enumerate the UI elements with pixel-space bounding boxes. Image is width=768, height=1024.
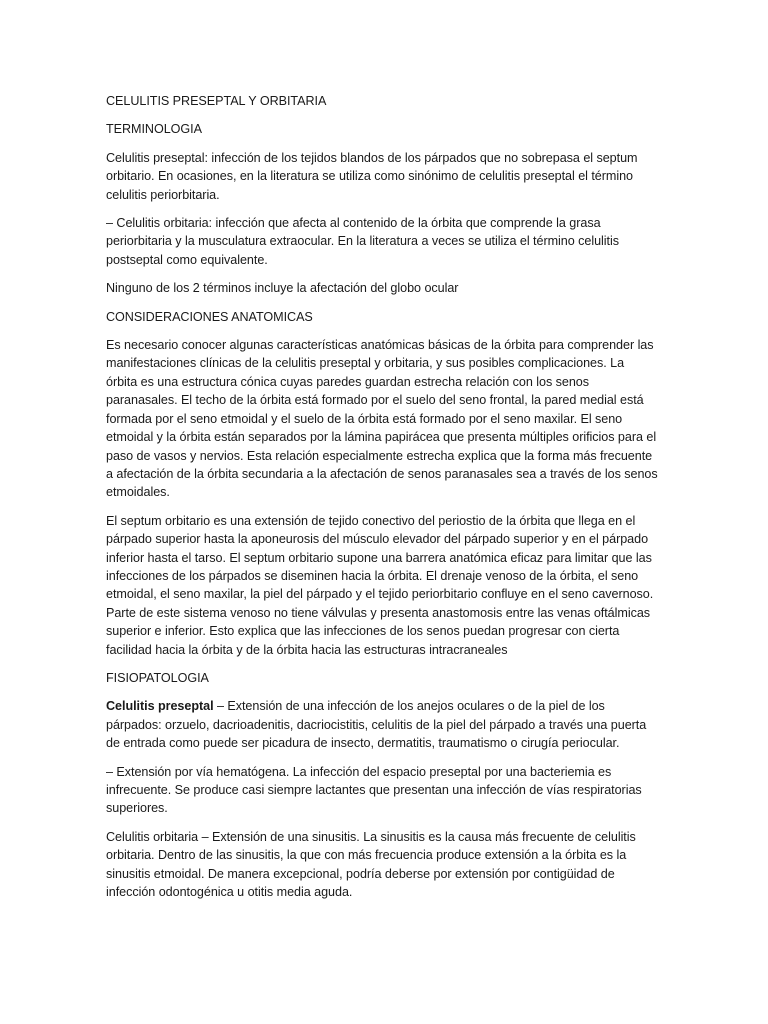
paragraph-fisio-orbitaria: Celulitis orbitaria – Extensión de una sinusitis. La sinusitis es la causa más frecuente de celulitis orbitaria. Dentro de las sinusitis, la que con más frecuencia produce extensión a la órbita es la sinusitis etmoidal. De manera excepcional, podría deberse por extensión por contigüidad de infección odontogénica u otitis media aguda. bbox=[106, 829, 636, 900]
paragraph-celulitis-preseptal-def: Celulitis preseptal: infección de los tejidos blandos de los párpados que no sobrepasa el septum orbitario. En ocasiones, en la literatura se utiliza como sinónimo de celulitis preseptal el término celulitis periorbitaria. bbox=[106, 150, 638, 202]
paragraph-celulitis-orbitaria-def: – Celulitis orbitaria: infección que afecta al contenido de la órbita que comprende la grasa periorbitaria y la musculatura extraocular. En la literatura a veces se utiliza el término celulitis postseptal como equivalente. bbox=[106, 216, 619, 267]
paragraph-septum-orbitario: El septum orbitario es una extensión de tejido conectivo del periostio de la órbita que llega en el párpado superior hasta la aponeurosis del músculo elevador del párpado superior y en el párpado inferior hasta el tarso. El septum orbitario supone una barrera anatómica eficaz para limitar que las infecciones de los párpados se diseminen hacia la órbita. El drenaje venoso de la órbita, el seno etmoidal, el seno maxilar, la piel del párpado y el tejido periorbitario confluye en el seno cavernoso. Parte de este sistema venoso no tiene válvulas y presenta anastomosis entre las venas oftálmicas superior e inferior. Esto explica que las infecciones de los senos puedan progresar con cierta facilidad hacia la órbita y de la órbita hacia las estructuras intracraneales bbox=[106, 513, 654, 657]
paragraph-fisio-preseptal-text: – Extensión de una infección de los anejos oculares o de la piel de los párpados: orzuelo, dacrioadenitis, dacriocistitis, celulitis de la piel del párpado a través una puerta de entrada como puede ser picadura de insecto, dermatitis, traumatismo o cirugía periocular. bbox=[106, 699, 647, 751]
document-title: CELULITIS PRESEPTAL Y ORBITARIA bbox=[106, 94, 327, 108]
paragraph-anatomia-orbita: Es necesario conocer algunas características anatómicas básicas de la órbita para comprender las manifestaciones clínicas de la celulitis preseptal y orbitaria, y sus posibles complicaciones. La órbita es una estructura cónica cuyas paredes guardan estrecha relación con los senos paranasales. El techo de la órbita está formado por el suelo del seno frontal, la pared medial está formada por el seno etmoidal y el suelo de la órbita está formado por el seno maxilar. El seno etmoidal y la órbita están separados por la lámina papirácea que presenta múltiples orificios para el paso de vasos y nervios. Esta relación especialmente estrecha explica que la forma más frecuente a afectación de la órbita secundaria a la afectación de senos paranasales sea a través de los senos etmoidales. bbox=[106, 338, 658, 500]
document-page bbox=[106, 92, 658, 911]
paragraph-fisio-preseptal bbox=[106, 697, 658, 752]
paragraph-via-hematogena: – Extensión por vía hematógena. La infección del espacio preseptal por una bacteriemia es infrecuente. Se produce casi siempre lactantes que presentan una infección de vías respiratorias superiores. bbox=[106, 764, 642, 816]
paragraph-globo-ocular: Ninguno de los 2 términos incluye la afectación del globo ocular bbox=[106, 281, 459, 296]
heading-consideraciones-anatomicas: CONSIDERACIONES ANATOMICAS bbox=[106, 309, 313, 324]
heading-terminologia: TERMINOLOGIA bbox=[106, 122, 202, 137]
bold-term-celulitis-preseptal: Celulitis preseptal bbox=[106, 699, 214, 714]
heading-fisiopatologia: FISIOPATOLOGIA bbox=[106, 670, 209, 685]
